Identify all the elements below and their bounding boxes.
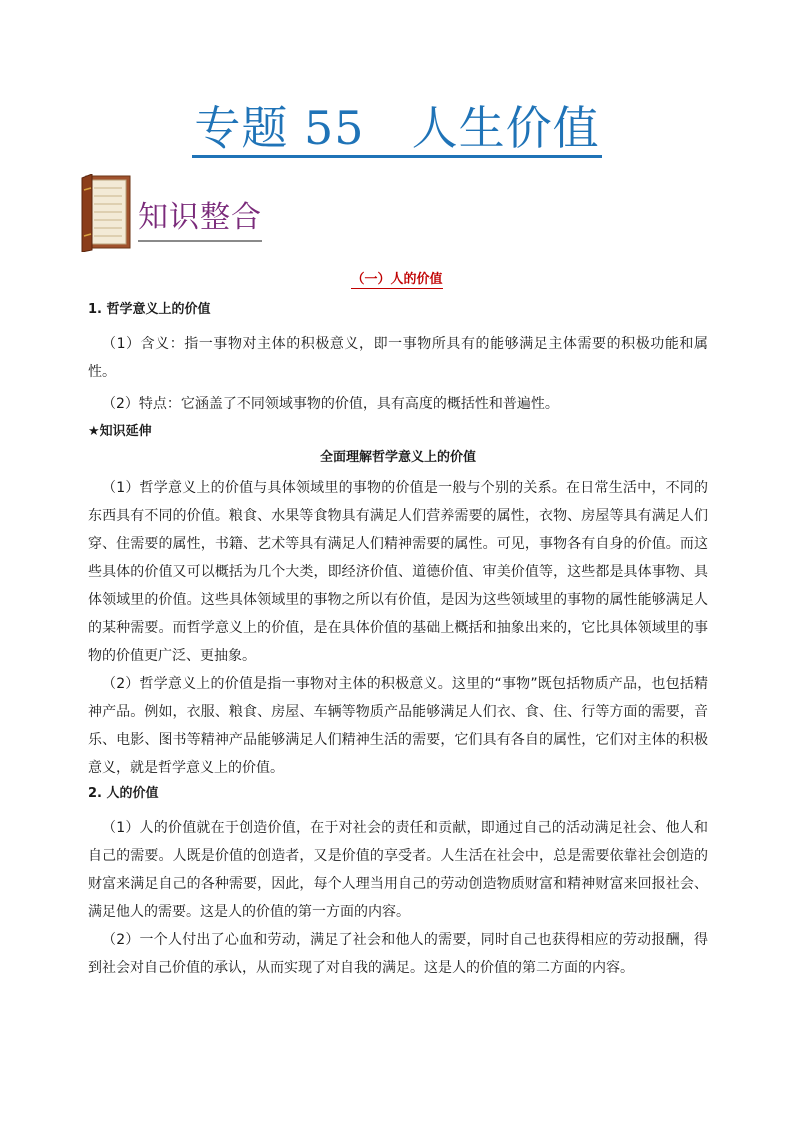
paragraph-human-value-1: （1）人的价值就在于创造价值，在于对社会的责任和贡献，即通过自己的活动满足社会、他人和自己的需要。人既是价值的创造者，又是价值的享受者。人生活在社会中，总是需要依靠社会创造的财富来满足自己的各种需要，因此，每个人理当用自己的劳动创造物质财富和精神财富来回报社会、满足他人的需要。这是人的价值的第一方面的内容。 — [88, 820, 708, 920]
paragraph-extension-1: （1）哲学意义上的价值与具体领域里的事物的价值是一般与个别的关系。在日常生活中，不同的东西具有不同的价值。粮食、水果等食物具有满足人们营养需要的属性，衣物、房屋等具有满足人们穿、住需要的属性，书籍、艺术等具有满足人们精神需要的属性。可见，事物各有自身的价值。而这些具体的价值又可以概括为几个大类，即经济价值、道德价值、审美价值等，这些都是具体事物、具体领域里的价值。这些具体领域里的事物之所以有价值，是因为这些领域里的事物的属性能够满足人的某种需要。而哲学意义上的价值，是在具体价值的基础上概括和抽象出来的，它比具体领域里的事物的价值更广泛、更抽象。 — [88, 480, 708, 664]
heading-philosophical-value: 1. 哲学意义上的价值 — [88, 302, 211, 317]
paragraph-human-value-2: （2）一个人付出了心血和劳动，满足了社会和他人的需要，同时自己也获得相应的劳动报酬，得到社会对自己价值的承认，从而实现了对自我的满足。这是人的价值的第二方面的内容。 — [88, 932, 708, 976]
paragraph-extension-2: （2）哲学意义上的价值是指一事物对主体的积极意义。这里的“事物”既包括物质产品，也包括精神产品。例如，衣服、粮食、房屋、车辆等物质产品能够满足人们衣、食、住、行等方面的需要，音乐、电影、图书等精神产品能够满足人们精神生活的需要，它们具有各自的属性，它们对主体的积极意义，就是哲学意义上的价值。 — [88, 676, 708, 776]
paragraph-characteristics: （2）特点：它涵盖了不同领域事物的价值，具有高度的概括性和普遍性。 — [102, 396, 559, 412]
knowledge-extension-label: ★知识延伸 — [88, 424, 152, 439]
book-icon — [80, 174, 132, 252]
subsection-heading — [0, 270, 794, 290]
section-banner — [80, 174, 340, 254]
document-body — [88, 300, 708, 982]
section-banner-title: 知识整合 — [138, 198, 262, 242]
page-title — [0, 98, 794, 158]
heading-human-value: 2. 人的价值 — [88, 786, 159, 801]
paragraph-definition: （1）含义：指一事物对主体的积极意义，即一事物所具有的能够满足主体需要的积极功能和属性。 — [88, 336, 708, 380]
extension-heading: 全面理解哲学意义上的价值 — [319, 450, 476, 465]
subsection-heading-text: （一）人的价值 — [351, 272, 443, 287]
page-title-text: 专题 55 人生价值 — [192, 101, 601, 158]
